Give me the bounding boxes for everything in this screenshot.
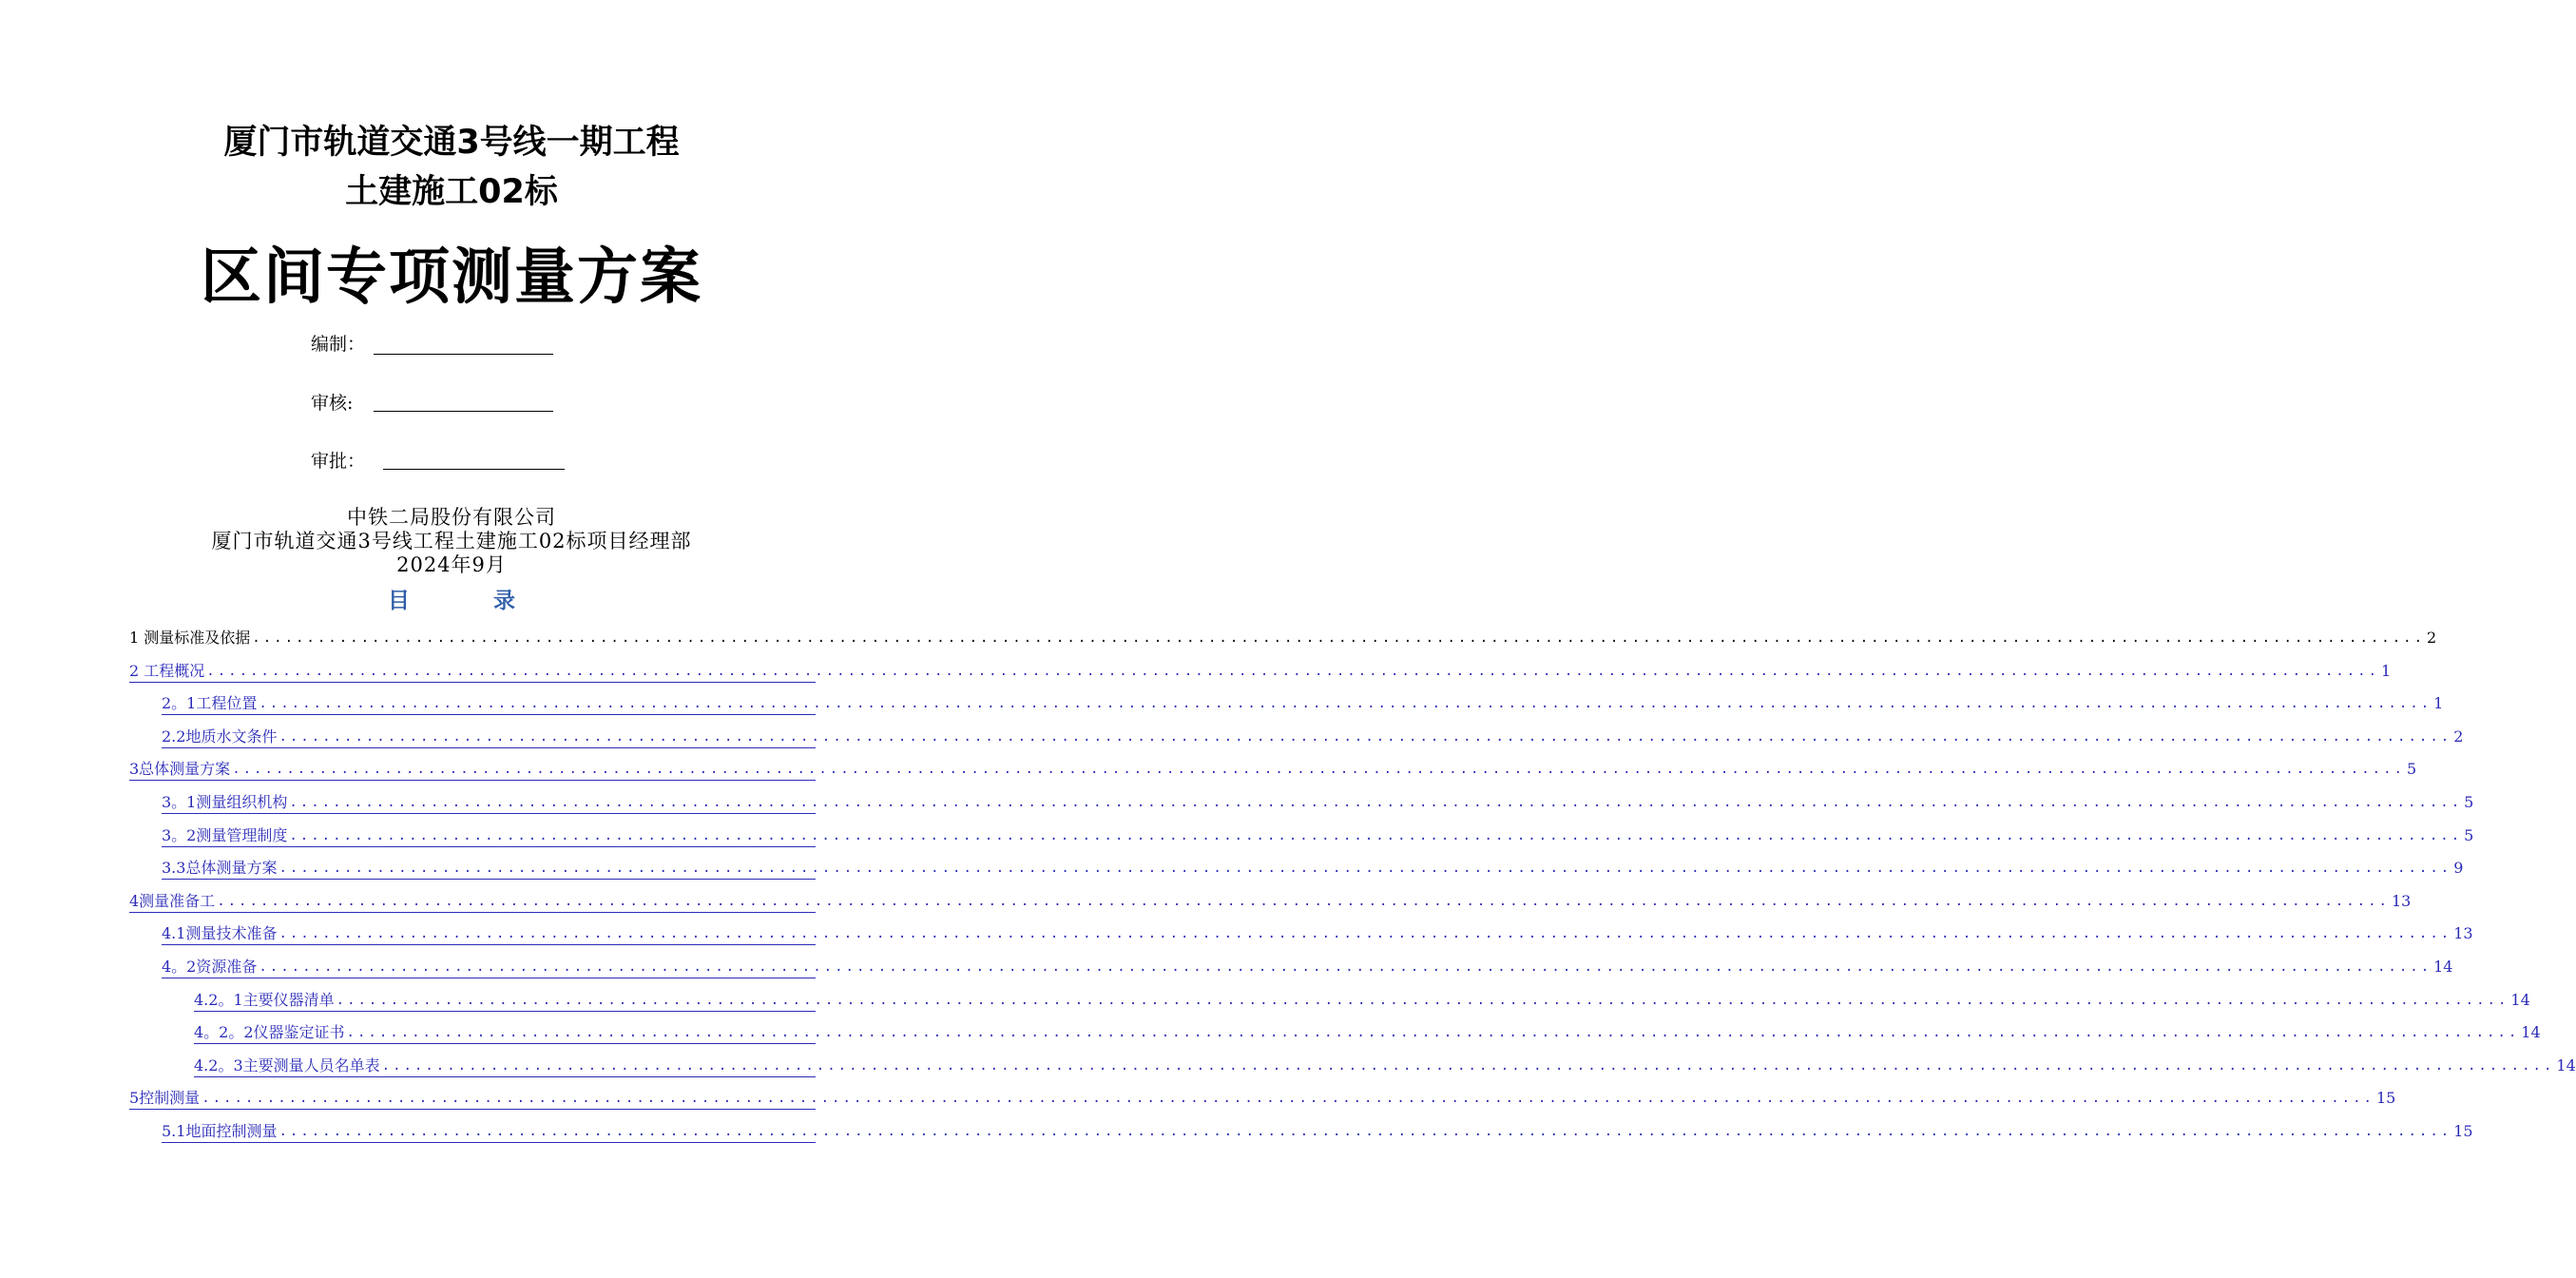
toc-leader-dots: ........................................................................................................................................................................................................ [346,1025,2520,1040]
toc-entry-page: 2 [2427,629,2437,647]
toc-leader-dots: ........................................................................................................................................................................................................ [232,762,2405,777]
toc-entry-title: 4。2。2仪器鉴定证书 [194,1023,345,1041]
organization-name: 中铁二局股份有限公司 [347,506,556,529]
toc-entry-page: 13 [2453,924,2473,942]
toc-entry-title: 2。1工程位置 [162,694,258,712]
toc-entry[interactable] [129,657,2392,683]
toc-entry-page: 15 [2375,1089,2396,1107]
toc-entry-title: 1 测量标准及依据 [129,629,251,647]
toc-heading: 目 录 [387,589,553,613]
toc-entry [129,624,2437,649]
toc-leader-dots: ........................................................................................................................................................................................................ [289,795,2463,810]
toc-entry-title: 2.2地质水文条件 [162,727,278,746]
toc-leader-dots: ........................................................................................................................................................................................................ [279,861,2452,876]
project-title-line2: 土建施工02标 [345,173,558,211]
toc-entry-page: 13 [2391,892,2412,910]
toc-leader-dots: ........................................................................................................................................................................................................ [381,1058,2555,1074]
toc-entry-page: 5 [2406,760,2417,778]
toc-entry[interactable] [162,953,2453,978]
toc-entry-title: 5控制测量 [129,1089,201,1107]
toc-entry-title: 4.2。1主要仪器清单 [194,991,335,1009]
toc-entry-page: 5 [2464,826,2474,844]
toc-entry-title: 4.1测量技术准备 [162,924,278,942]
toc-entry[interactable] [129,755,2417,781]
toc-entry[interactable] [162,920,2473,945]
toc-leader-dots: ........................................................................................................................................................................................................ [279,729,2452,745]
signature-line [374,354,553,355]
toc-leader-dots: ........................................................................................................................................................................................................ [279,1124,2452,1139]
project-title-line1: 厦门市轨道交通3号线一期工程 [223,124,680,162]
toc-entry-title: 4.2。3主要测量人员名单表 [194,1056,380,1075]
toc-leader-dots: ........................................................................................................................................................................................................ [259,696,2432,711]
toc-leader-dots: ........................................................................................................................................................................................................ [259,959,2432,975]
signature-label: 审核: [311,393,354,414]
toc-entry-page: 9 [2453,859,2464,877]
toc-entry[interactable] [194,1018,2541,1044]
toc-leader-dots: ........................................................................................................................................................................................................ [202,1091,2374,1106]
toc-entry-page: 5 [2464,793,2474,811]
toc-entry[interactable] [194,1052,2576,1077]
signature-label: 审批： [311,451,366,472]
toc-leader-dots: ........................................................................................................................................................................................................ [289,828,2463,843]
toc-leader-dots: ........................................................................................................................................................................................................ [252,630,2426,646]
toc-entry-page: 14 [2433,958,2453,976]
toc-entry-title: 3.3总体测量方案 [162,859,278,877]
toc-entry-page: 14 [2556,1056,2576,1075]
toc-entry-title: 2 工程概况 [129,662,205,680]
toc-entry-title: 4。2资源准备 [162,958,258,976]
toc-entry[interactable] [162,1117,2473,1143]
toc-entry-title: 5.1地面控制测量 [162,1122,278,1140]
toc-entry[interactable] [129,887,2412,913]
toc-entry-page: 1 [2381,662,2392,680]
toc-leader-dots: ........................................................................................................................................................................................................ [279,926,2452,941]
signature-line [374,411,553,412]
toc-entry[interactable] [129,1084,2396,1110]
toc-entry-title: 4测量准备工 [129,892,216,910]
toc-entry-page: 1 [2433,694,2444,712]
document-date: 2024年9月 [396,553,507,576]
toc-entry-title: 3总体测量方案 [129,760,231,778]
toc-entry[interactable] [162,854,2464,880]
toc-entry[interactable] [162,689,2444,715]
toc-entry[interactable] [162,723,2464,748]
toc-entry-page: 14 [2510,991,2530,1009]
toc-entry[interactable] [194,986,2530,1012]
toc-entry-page: 15 [2453,1122,2473,1140]
toc-leader-dots: ........................................................................................................................................................................................................ [217,894,2390,909]
toc-leader-dots: ........................................................................................................................................................................................................ [206,664,2380,679]
toc-entry-title: 3。1测量组织机构 [162,793,288,811]
toc-entry-page: 2 [2453,727,2464,746]
signature-line [383,469,565,470]
toc-leader-dots: ........................................................................................................................................................................................................ [336,993,2509,1008]
toc-entry[interactable] [162,822,2474,847]
project-department: 厦门市轨道交通3号线工程土建施工02标项目经理部 [211,530,692,552]
document-main-title: 区间专项测量方案 [201,242,702,313]
toc-entry-title: 3。2测量管理制度 [162,826,288,844]
signature-label: 编制： [311,334,366,355]
toc-entry-page: 14 [2521,1023,2541,1041]
toc-entry[interactable] [162,788,2474,814]
